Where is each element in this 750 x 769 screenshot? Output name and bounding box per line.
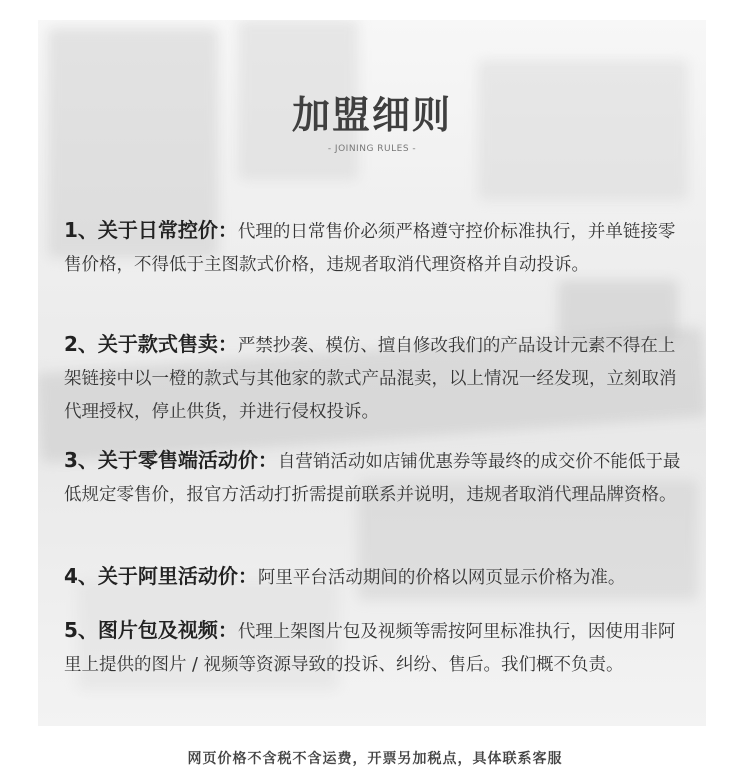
rule-body: 严禁抄袭、模仿、擅自修改我们的产品设计元素不得在上架链接中以一橙的款式与其他家的款式产品混卖，以上情况一经发现，立刻取消代理授权，停止供货，并进行侵权投诉。 xyxy=(64,336,677,422)
rules-panel xyxy=(38,20,706,726)
rule-heading: 1、关于日常控价： xyxy=(64,218,238,242)
rule-heading: 2、关于款式售卖： xyxy=(64,332,238,356)
rule-body: 代理的日常售价必须严格遵守控价标准执行，并单链接零售价格，不得低于主图款式价格，违规者取消代理资格并自动投诉。 xyxy=(64,222,676,275)
rule-item xyxy=(64,444,684,512)
rule-body: 阿里平台活动期间的价格以网页显示价格为准。 xyxy=(257,568,626,588)
footer-note: 网页价格不含税不含运费，开票另加税点，具体联系客服 xyxy=(187,751,563,767)
rule-body: 自营销活动如店铺优惠券等最终的成交价不能低于最低规定零售价，报官方活动打折需提前联系并说明，违规者取消代理品牌资格。 xyxy=(64,452,681,505)
page-title: 加盟细则 xyxy=(291,93,452,137)
rule-item xyxy=(64,560,684,595)
rule-body: 代理上架图片包及视频等需按阿里标准执行，因使用非阿里上提供的图片 / 视频等资源导致的投诉、纠纷、售后。我们概不负责。 xyxy=(64,622,676,675)
rule-heading: 5、图片包及视频： xyxy=(64,618,238,642)
rule-item xyxy=(64,328,684,429)
page-subtitle: - JOINING RULES - xyxy=(327,144,417,154)
rule-item xyxy=(64,614,684,682)
rule-item xyxy=(64,214,684,282)
rule-heading: 3、关于零售端活动价： xyxy=(64,448,278,472)
rule-heading: 4、关于阿里活动价： xyxy=(64,564,258,588)
